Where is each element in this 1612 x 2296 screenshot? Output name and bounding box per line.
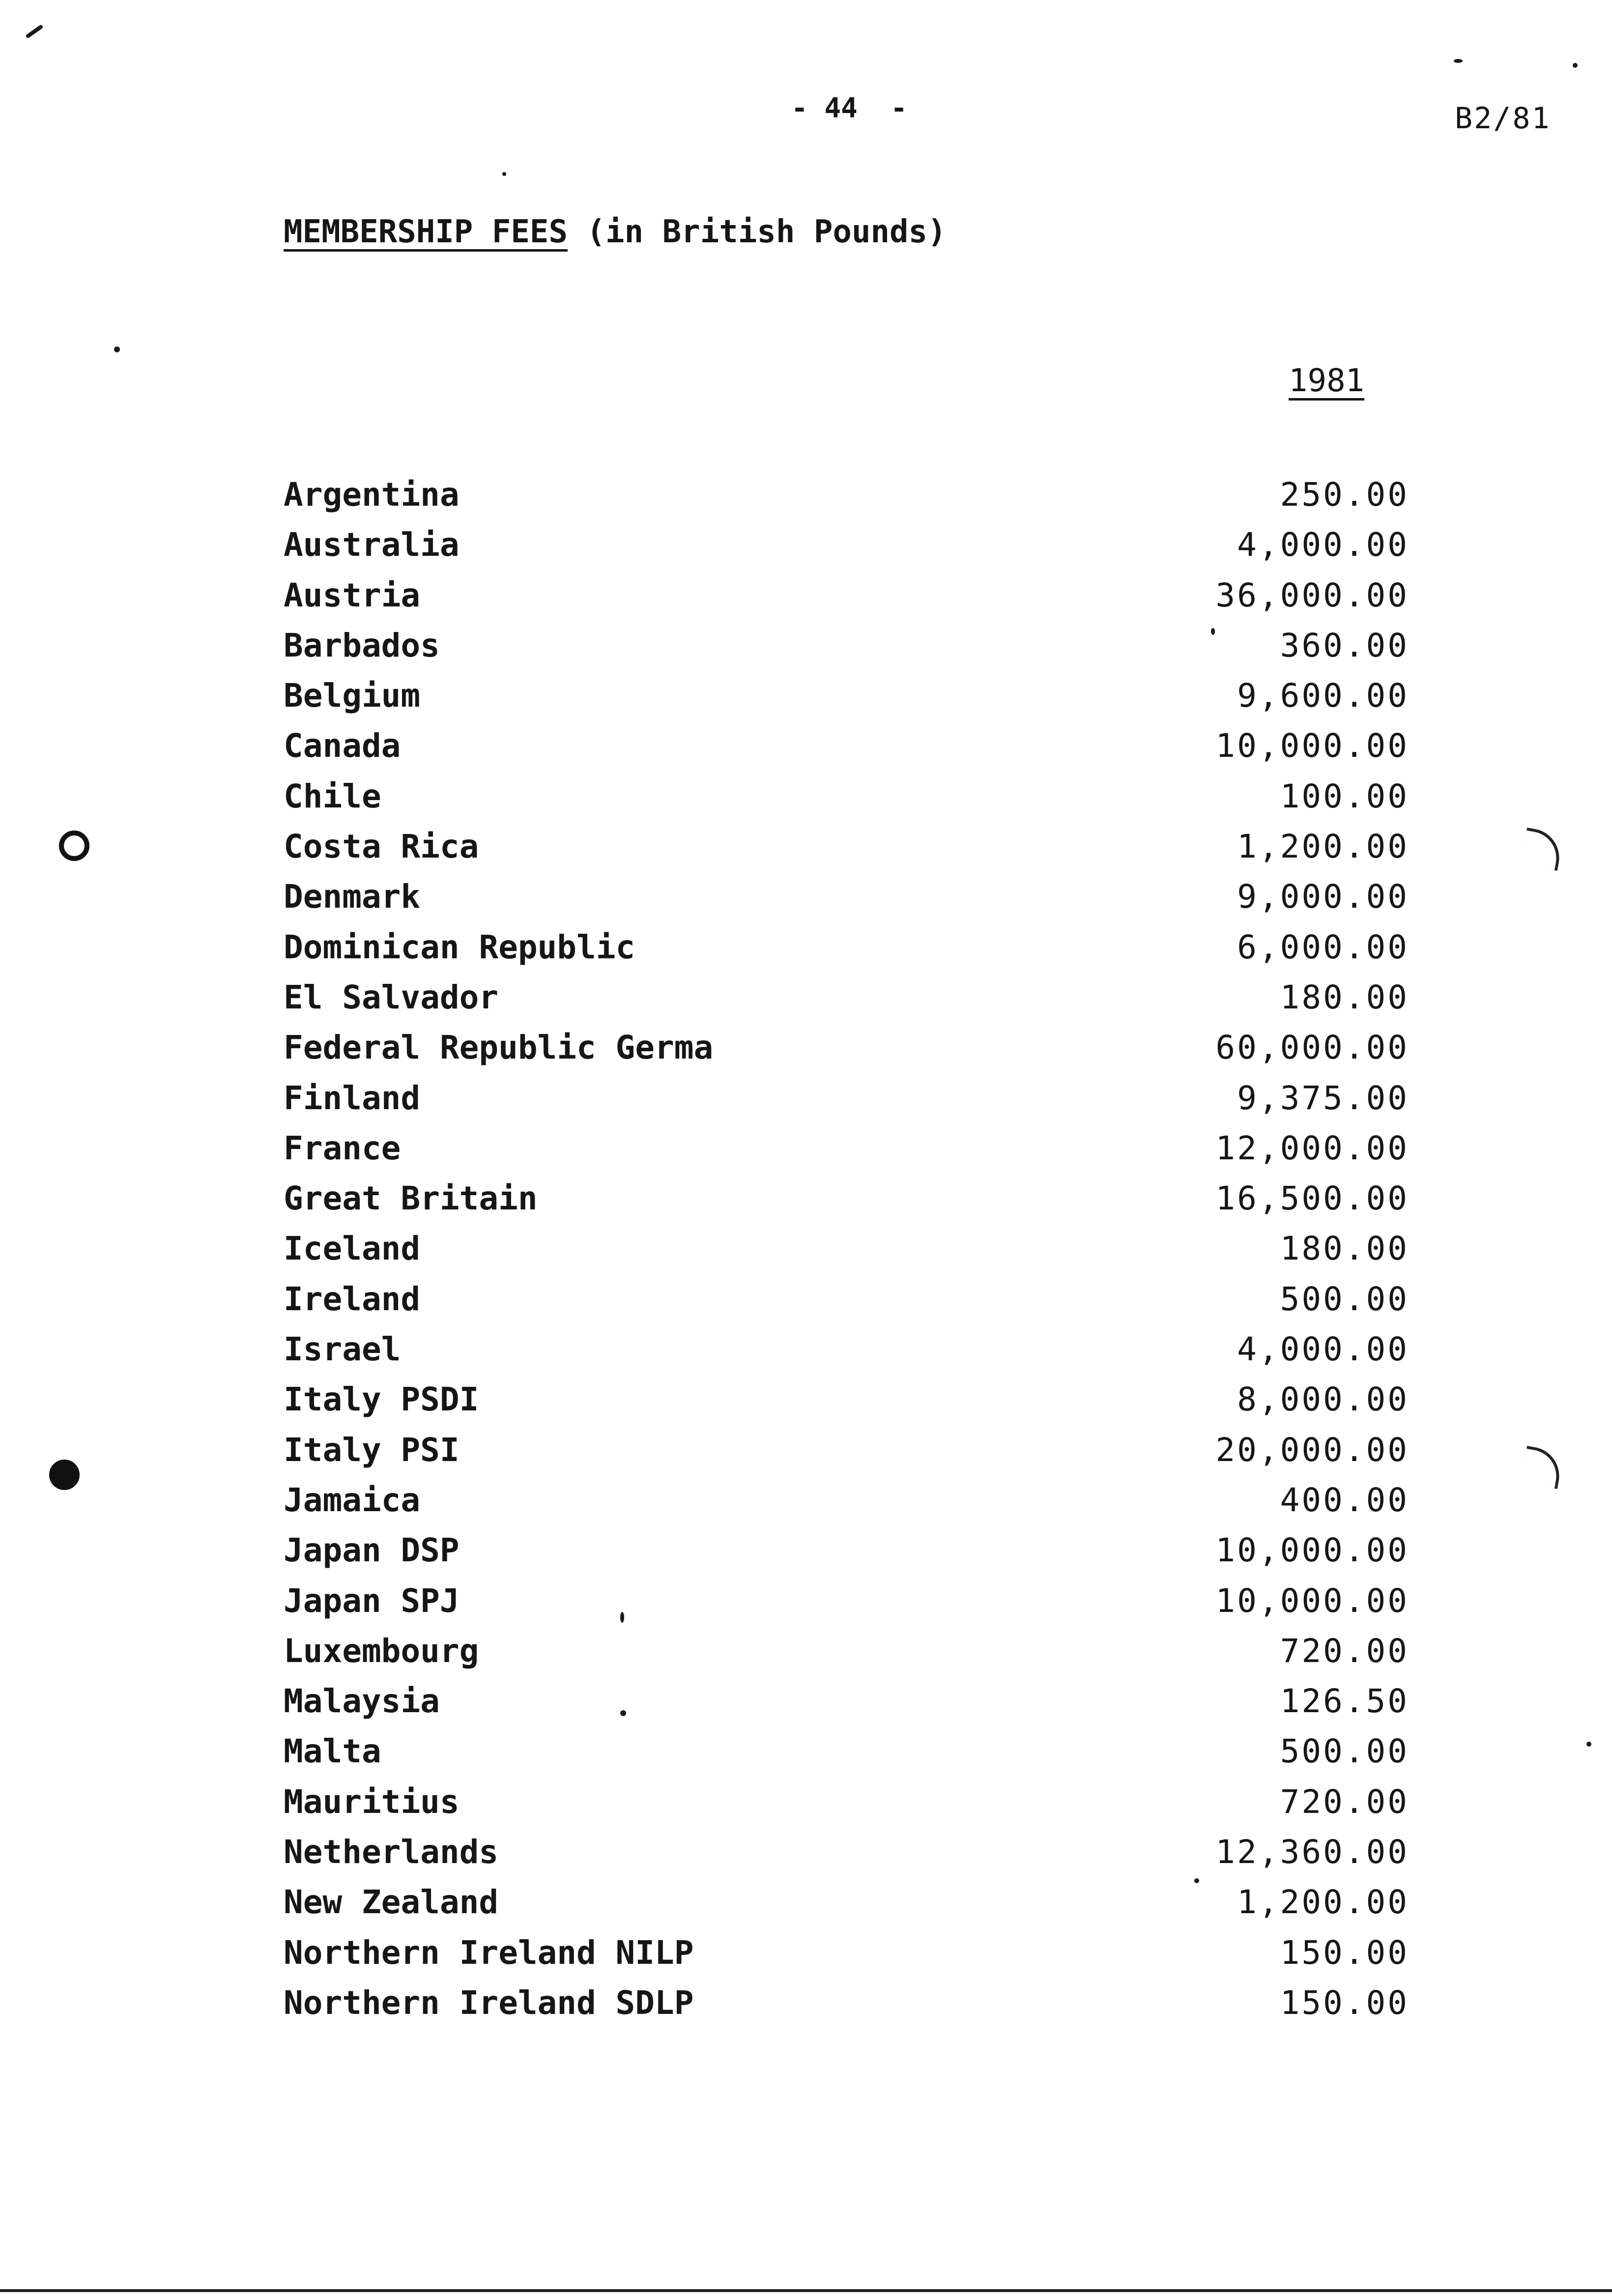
fee-amount: 4,000.00 — [1237, 526, 1409, 564]
fee-amount: 126.50 — [1280, 1682, 1409, 1721]
country-name: El Salvador — [284, 978, 499, 1016]
table-row — [284, 1632, 1409, 1682]
fee-amount: 4,000.00 — [1237, 1330, 1409, 1369]
table-row — [284, 1280, 1409, 1330]
fee-amount: 150.00 — [1280, 1983, 1409, 2022]
country-name: Netherlands — [284, 1833, 499, 1871]
table-row — [284, 476, 1409, 526]
table-row — [284, 1129, 1409, 1179]
table-row — [284, 1380, 1409, 1431]
country-name: Malaysia — [284, 1682, 440, 1721]
country-name: Northern Ireland NILP — [284, 1933, 694, 1972]
fee-amount: 180.00 — [1280, 978, 1409, 1016]
country-name: Israel — [284, 1330, 401, 1369]
fee-amount: 20,000.00 — [1215, 1431, 1409, 1469]
table-row — [284, 928, 1409, 978]
page-title — [284, 214, 947, 250]
fee-amount: 10,000.00 — [1215, 1581, 1409, 1620]
table-row — [284, 1029, 1409, 1079]
table-row — [284, 1682, 1409, 1732]
fee-amount: 720.00 — [1280, 1782, 1409, 1821]
table-row — [284, 1732, 1409, 1782]
page-bottom-edge — [0, 2289, 1612, 2292]
fee-amount: 60,000.00 — [1215, 1029, 1409, 1067]
table-row — [284, 1481, 1409, 1531]
table-row — [284, 1079, 1409, 1129]
table-row — [284, 978, 1409, 1029]
country-name: Iceland — [284, 1230, 421, 1268]
fee-amount: 8,000.00 — [1237, 1380, 1409, 1419]
document-reference: B2/81 — [1455, 101, 1551, 136]
country-name: Chile — [284, 777, 381, 815]
table-row — [284, 1833, 1409, 1883]
country-name: Northern Ireland SDLP — [284, 1983, 694, 2022]
staple-mark-bottom — [1521, 1446, 1564, 1489]
fee-amount: 500.00 — [1280, 1280, 1409, 1318]
table-row — [284, 526, 1409, 576]
table-row — [284, 1984, 1409, 2034]
fee-amount: 16,500.00 — [1215, 1179, 1409, 1218]
country-name: Japan DSP — [284, 1531, 460, 1570]
scan-speck — [1454, 59, 1463, 63]
table-row — [284, 1783, 1409, 1833]
title-main: MEMBERSHIP FEES — [284, 214, 568, 250]
table-row — [284, 727, 1409, 777]
country-name: Mauritius — [284, 1782, 460, 1821]
fee-amount: 9,600.00 — [1237, 677, 1409, 715]
table-row — [284, 1582, 1409, 1632]
title-subtitle: (in British Pounds) — [567, 214, 947, 250]
page-number: - 44 - — [791, 92, 908, 124]
table-row — [284, 1531, 1409, 1581]
country-name: Federal Republic Germa — [284, 1029, 714, 1067]
scan-speck — [1586, 1742, 1591, 1747]
table-row — [284, 1179, 1409, 1230]
country-name: Italy PSDI — [284, 1380, 479, 1419]
fee-amount: 12,360.00 — [1215, 1833, 1409, 1871]
country-name: France — [284, 1129, 401, 1167]
country-name: Denmark — [284, 878, 421, 916]
fee-amount: 6,000.00 — [1237, 928, 1409, 966]
country-name: New Zealand — [284, 1883, 499, 1922]
fee-amount: 9,375.00 — [1237, 1079, 1409, 1117]
fee-amount: 10,000.00 — [1215, 1531, 1409, 1570]
country-name: Argentina — [284, 476, 460, 514]
fee-amount: 360.00 — [1280, 626, 1409, 664]
country-name: Malta — [284, 1732, 381, 1771]
country-name: Belgium — [284, 677, 421, 715]
country-name: Jamaica — [284, 1481, 421, 1519]
fee-amount: 720.00 — [1280, 1632, 1409, 1670]
fee-amount: 400.00 — [1280, 1481, 1409, 1519]
country-name: Austria — [284, 576, 421, 614]
country-name: Japan SPJ — [284, 1581, 460, 1620]
country-name: Australia — [284, 526, 460, 564]
table-row — [284, 878, 1409, 928]
table-row — [284, 576, 1409, 627]
fee-amount: 100.00 — [1280, 777, 1409, 815]
fee-amount: 500.00 — [1280, 1732, 1409, 1771]
country-name: Luxembourg — [284, 1632, 479, 1670]
country-name: Costa Rica — [284, 828, 479, 866]
table-row — [284, 1883, 1409, 1933]
punch-hole-top — [59, 831, 89, 861]
table-row — [284, 1330, 1409, 1380]
fee-amount: 250.00 — [1280, 476, 1409, 514]
country-name: Barbados — [284, 626, 440, 664]
scan-speck — [114, 346, 120, 352]
membership-fee-table — [284, 476, 1409, 2034]
fee-amount: 1,200.00 — [1237, 1883, 1409, 1922]
scan-speck — [502, 172, 506, 176]
table-row — [284, 1934, 1409, 1984]
country-name: Dominican Republic — [284, 928, 635, 966]
fee-amount: 36,000.00 — [1215, 576, 1409, 614]
fee-amount: 150.00 — [1280, 1933, 1409, 1972]
table-row — [284, 828, 1409, 878]
country-name: Canada — [284, 727, 401, 765]
scan-speck — [620, 1710, 626, 1716]
table-row — [284, 1431, 1409, 1481]
year-column-header: 1981 — [1289, 363, 1365, 399]
table-row — [284, 627, 1409, 677]
fee-amount: 12,000.00 — [1215, 1129, 1409, 1167]
country-name: Great Britain — [284, 1179, 538, 1218]
fee-amount: 10,000.00 — [1215, 727, 1409, 765]
fee-amount: 180.00 — [1280, 1230, 1409, 1268]
table-row — [284, 1230, 1409, 1280]
country-name: Italy PSI — [284, 1431, 460, 1469]
table-row — [284, 677, 1409, 727]
scan-speck — [1573, 63, 1578, 68]
scan-speck — [25, 24, 43, 38]
staple-mark-top — [1521, 828, 1564, 871]
scan-speck — [1211, 628, 1215, 635]
scan-speck — [1194, 1878, 1199, 1883]
country-name: Ireland — [284, 1280, 421, 1318]
punch-hole-bottom — [49, 1460, 80, 1490]
scan-speck — [620, 1612, 624, 1623]
fee-amount: 1,200.00 — [1237, 828, 1409, 866]
table-row — [284, 777, 1409, 828]
country-name: Finland — [284, 1079, 421, 1117]
fee-amount: 9,000.00 — [1237, 878, 1409, 916]
